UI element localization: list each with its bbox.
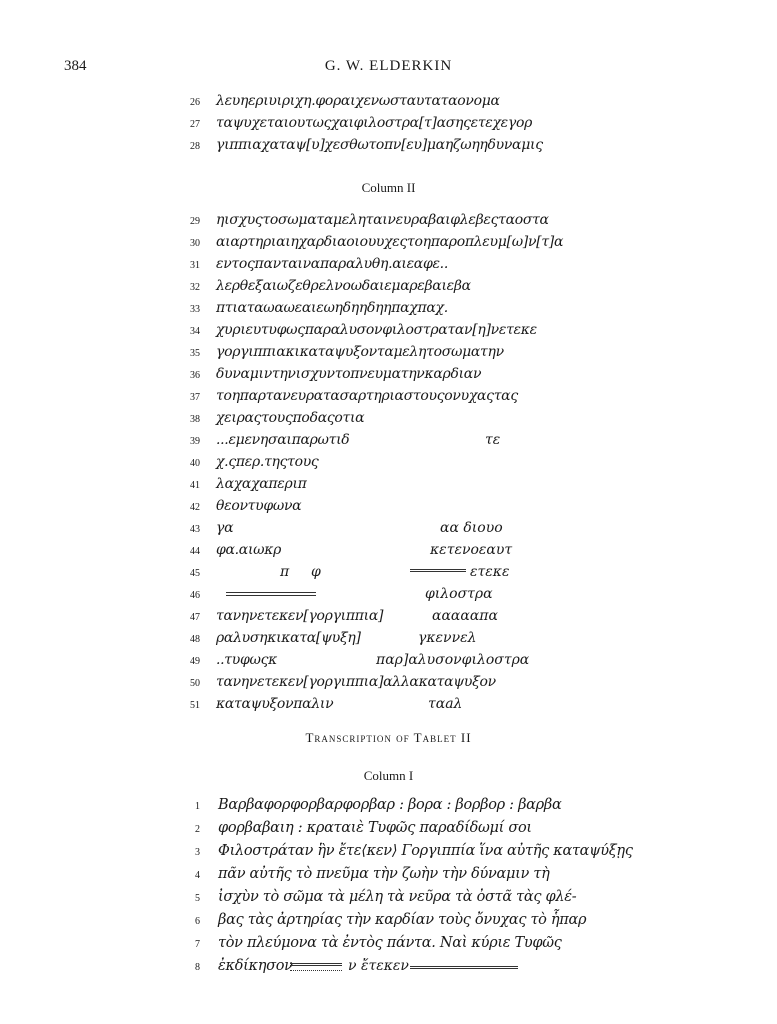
greek-text: δυναμιντηνισχυντοπνευματηνκαρδιαν: [216, 366, 482, 382]
erasure-rule: [226, 592, 316, 596]
greek-text: π φ: [280, 564, 321, 580]
greek-text: ηισχυςτοσωματαμεληταινευραβαιφλεβεςταοστα: [216, 212, 549, 228]
running-head: G. W. ELDERKIN: [324, 58, 453, 74]
line-number: 48: [190, 634, 200, 645]
greek-text: φορβαβαιη : κραταιὲ Τυφῶς παραδίδωμί σοι: [218, 820, 532, 836]
greek-text: εντοςπανταιναπαραλυθη.αιεαφε..: [216, 256, 448, 272]
greek-text: ταψυχεταιουτωςχαιφιλοστρα[τ]ασηςετεχεγορ: [216, 115, 533, 131]
greek-text: τοηπαρτανευρατασαρτηριαστουςονυχαςτας: [216, 388, 518, 404]
greek-text-right: αα διουο: [440, 520, 503, 536]
dotted-rule: [290, 967, 342, 971]
greek-text: λερθεξαιωζεθρελνοωδαιεμαρεβαιεβα: [216, 278, 471, 294]
greek-text: φα.αιωκρ: [216, 542, 282, 558]
greek-text: Βαρβαφορφορβαρφορβαρ : βορα : βορβορ : βαρβα: [218, 797, 562, 813]
line-number: 38: [190, 414, 200, 425]
greek-text: λευηεριυιριχη.φοραιχενωσταυταταονομα: [216, 93, 500, 109]
greek-text: καταψυξονπαλιν: [216, 696, 334, 712]
line-number: 3: [195, 847, 200, 858]
greek-text: Φιλοστράταν ἣν ἔτε⟨κεν⟩ Γοργιππία ἵνα αὐτῆς καταψύξῃς: [218, 843, 633, 859]
greek-text: τανηνετεκεν[γοργιππια]: [216, 608, 384, 624]
line-number: 46: [190, 590, 200, 601]
erasure-rule: [410, 569, 466, 575]
erasure-rule: [410, 966, 518, 972]
greek-text: λαχαχαπεριπ: [216, 476, 307, 492]
greek-text: χυριευτυφωςπαραλυσονφιλοστραταν[η]νετεκε: [216, 322, 537, 338]
greek-text: ραλυσηκικατα[ψυξη]: [216, 630, 361, 646]
line-number: 27: [190, 119, 200, 130]
line-number: 31: [190, 260, 200, 271]
line-number: 44: [190, 546, 200, 557]
greek-text: ..τυφωςκ: [216, 652, 277, 668]
greek-text: βας τὰς ἀρτηρίας τὴν καρδίαν τοὺς ὄνυχας τὸ ἧπαρ: [218, 912, 587, 928]
line-number: 47: [190, 612, 200, 623]
line-number: 36: [190, 370, 200, 381]
greek-text-right: ταaλ: [428, 696, 463, 712]
line-number: 43: [190, 524, 200, 535]
line-number: 28: [190, 141, 200, 152]
greek-text: πτιαταωαωεαιεωηδηηδηηπαχπαχ.: [216, 300, 448, 316]
greek-text: γιππιαχαταψ[υ]χεσθωτοπν[ευ]μαηζωηηδυναμις: [216, 137, 543, 153]
greek-text: πᾶν αὐτῆς τὸ πνεῦμα τὴν ζωὴν τὴν δύναμιν τὴ: [218, 866, 550, 882]
line-number: 49: [190, 656, 200, 667]
greek-text-right: τε: [485, 432, 501, 448]
greek-text-right: φιλοστρα: [425, 586, 493, 602]
greek-text: χειραςτουςποδαςοτια: [216, 410, 365, 426]
line-number: 45: [190, 568, 200, 579]
line-number: 42: [190, 502, 200, 513]
greek-text: χ.ςπερ.τηςτους: [216, 454, 319, 470]
line-number: 2: [195, 824, 200, 835]
line-number: 8: [195, 962, 200, 973]
line-number: 40: [190, 458, 200, 469]
greek-text-right: γκεννελ: [418, 630, 477, 646]
greek-text: αιαρτηριαιηχαρδιαοιουυχεςτοηπαροπλευμ[ω]ν[τ]α: [216, 234, 564, 250]
page-number: 384: [64, 58, 87, 74]
greek-text: γοργιππιακικαταψυξονταμελητοσωματην: [216, 344, 504, 360]
greek-text: ...εμενησαιπαρωτιδ: [216, 432, 350, 448]
line-number: 50: [190, 678, 200, 689]
greek-text: γα: [216, 520, 234, 536]
line-number: 26: [190, 97, 200, 108]
line-number: 34: [190, 326, 200, 337]
line-number: 29: [190, 216, 200, 227]
greek-text-right: αααααπα: [432, 608, 498, 624]
greek-text-right: κετενοεαυτ: [430, 542, 513, 558]
line-number: 37: [190, 392, 200, 403]
greek-text-right: ετεκε: [470, 564, 510, 580]
line-number: 32: [190, 282, 200, 293]
greek-text: τανηνετεκεν[γοργιππια]αλλακαταψυξον: [216, 674, 496, 690]
greek-text: τὸν πλεύμονα τὰ ἐντὸς πάντα. Ναὶ κύριε Τυφῶς: [218, 935, 562, 951]
column-1-heading: Column I: [363, 768, 414, 783]
line-number: 33: [190, 304, 200, 315]
line-number: 7: [195, 939, 200, 950]
column-2-heading: Column II: [361, 180, 416, 195]
line-number: 35: [190, 348, 200, 359]
greek-text: ἐκδίκησον: [218, 958, 293, 974]
greek-text: θεοντυφωνα: [216, 498, 302, 514]
greek-text-right: παρ]αλυσονφιλοστρα: [376, 652, 530, 668]
transcription-heading: Transcription of Tablet II: [305, 730, 472, 745]
line-number: 5: [195, 893, 200, 904]
line-number: 4: [195, 870, 200, 881]
line-number: 39: [190, 436, 200, 447]
line-number: 51: [190, 700, 200, 711]
line-number: 6: [195, 916, 200, 927]
line-number: 1: [195, 801, 200, 812]
greek-text-right: ν ἔτεκεν: [348, 958, 409, 974]
line-number: 30: [190, 238, 200, 249]
greek-text: ἰσχὺν τὸ σῶμα τὰ μέλη τὰ νεῦρα τὰ ὀστᾶ τὰς φλέ-: [218, 889, 577, 905]
line-number: 41: [190, 480, 200, 491]
